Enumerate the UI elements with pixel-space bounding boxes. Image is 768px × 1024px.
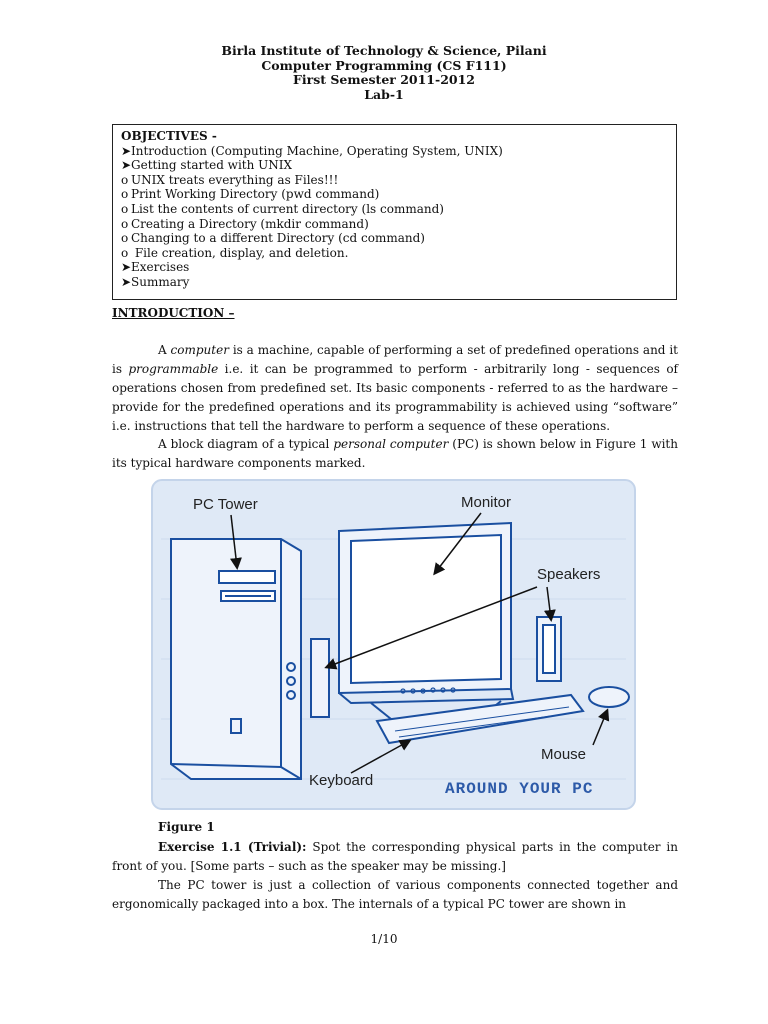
- bullet: o: [121, 245, 129, 260]
- objective-item: [121, 231, 668, 246]
- objective-item: [121, 246, 668, 261]
- text-run: (PC) is shown below in Figure 1 with its typical hardware components marked.: [112, 437, 678, 470]
- objective-text: Exercises: [131, 260, 190, 275]
- label-keyboard: Keyboard: [309, 772, 374, 789]
- label-monitor: Monitor: [461, 494, 512, 511]
- objectives-title: OBJECTIVES -: [121, 129, 217, 143]
- bullet: ➤: [121, 260, 132, 275]
- objective-text: File creation, display, and deletion.: [131, 245, 349, 260]
- text-run: A: [158, 343, 171, 357]
- objective-item: [121, 202, 668, 217]
- semester: First Semester 2011-2012: [292, 72, 475, 88]
- text-run: is a machine, capable of performing a set of predefined operations and it is: [112, 343, 679, 376]
- objective-item: [121, 217, 668, 232]
- label-pc-tower: PC Tower: [193, 496, 258, 513]
- term-programmable: programmable: [128, 362, 219, 376]
- bullet: ➤: [121, 158, 132, 173]
- bullet: o: [121, 187, 129, 202]
- bullet: o: [121, 216, 129, 231]
- lab-number: Lab-1: [364, 86, 404, 102]
- objective-item: [121, 187, 668, 202]
- document-header: [0, 44, 768, 102]
- text-run: i.e. it can be programmed to perform - arbitrarily long - sequences of operations chosen from predefined set. Its basic components - referred to as the hardware – provide for the predefined operations and its programmability is achieved using “software” i.e. instructions that tell the hardware to perform a sequence of these operations.: [112, 362, 678, 433]
- pc-tower-drawing: [171, 539, 301, 779]
- objectives-box: [112, 124, 677, 300]
- label-speakers: Speakers: [537, 566, 601, 583]
- objective-item: [121, 158, 668, 173]
- speaker-drawing: [537, 617, 561, 681]
- objective-text: Creating a Directory (mkdir command): [131, 216, 369, 231]
- text-run: A block diagram of a typical: [158, 437, 334, 451]
- objective-text: Print Working Directory (pwd command): [131, 187, 380, 202]
- objective-item: [121, 260, 668, 275]
- course-title: Computer Programming (CS F111): [261, 57, 507, 73]
- exercise-text: Spot the corresponding physical parts in the computer in front of you. [Some parts – such as the speaker may be missing.]: [112, 840, 678, 873]
- objective-text: List the contents of current directory (ls command): [131, 201, 444, 216]
- monitor-drawing: [311, 523, 513, 719]
- exercise-label: Exercise 1.1 (Trivial):: [158, 840, 307, 854]
- exercise-paragraph: [112, 838, 678, 876]
- introduction-heading: INTRODUCTION –: [112, 306, 235, 320]
- objective-item: [121, 173, 668, 188]
- institute-name: Birla Institute of Technology & Science, Pilani: [221, 43, 547, 58]
- pc-diagram-figure: [151, 479, 636, 810]
- term-computer: computer: [170, 343, 229, 357]
- bullet: o: [121, 231, 129, 246]
- term-personal-computer: personal computer: [333, 437, 449, 451]
- bullet: o: [121, 201, 129, 216]
- objective-text: Getting started with UNIX: [131, 158, 293, 173]
- bullet: ➤: [121, 143, 132, 158]
- intro-paragraph-1: [112, 341, 678, 436]
- mouse-drawing: [589, 687, 629, 707]
- objective-item: [121, 144, 668, 159]
- objective-text: Summary: [131, 274, 190, 289]
- banner-around-your-pc: AROUND YOUR PC: [445, 780, 594, 798]
- bullet: o: [121, 172, 129, 187]
- objective-text: UNIX treats everything as Files!!!: [131, 172, 339, 187]
- objective-item: [121, 275, 668, 290]
- intro-paragraph-2: [112, 435, 678, 473]
- objective-text: Introduction (Computing Machine, Operating System, UNIX): [131, 143, 503, 158]
- page-number: 1/10: [370, 932, 398, 946]
- objective-text: Changing to a different Directory (cd command): [131, 231, 425, 246]
- figure-caption: Figure 1: [158, 820, 215, 834]
- pc-tower-paragraph: The PC tower is just a collection of various components connected together and ergonomically packaged into a box. The internals of a typical PC tower are shown in: [112, 878, 678, 911]
- label-mouse: Mouse: [541, 746, 587, 763]
- bullet: ➤: [121, 274, 132, 289]
